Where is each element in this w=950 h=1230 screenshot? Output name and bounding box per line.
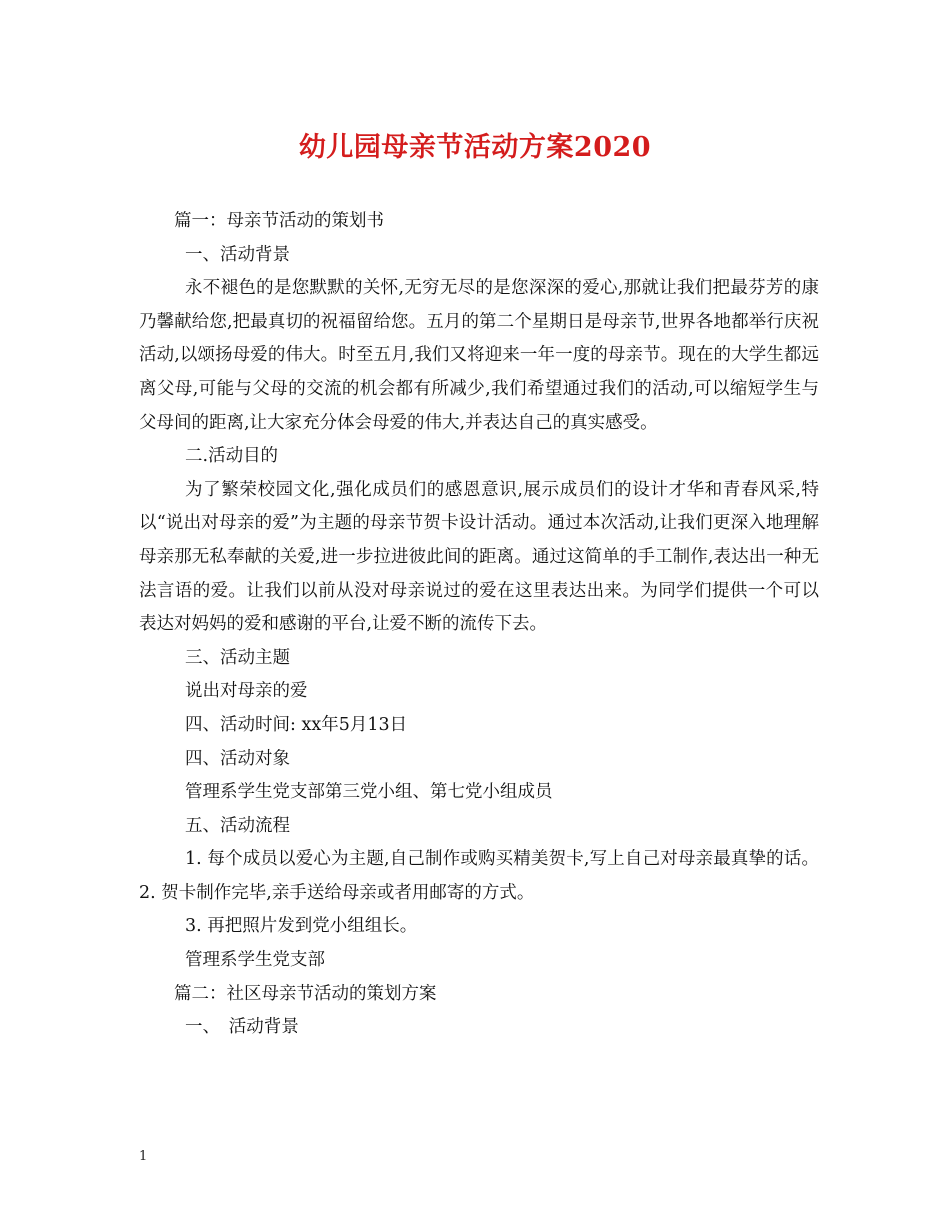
document-body xyxy=(139,205,819,1045)
document-paragraph: 永不褪色的是您默默的关怀,无穷无尽的是您深深的爱心,那就让我们把最芬芳的康乃馨献给您,把最真切的祝福留给您。五月的第二个星期日是母亲节,世界各地都举行庆祝活动,以颂扬母爱的伟大。时至五月,我们又将迎来一年一度的母亲节。现在的大学生都远离父母,可能与父母的交流的机会都有所减少,我们希望通过我们的活动,可以缩短学生与父母间的距离,让大家充分体会母爱的伟大,并表达自己的真实感受。 xyxy=(139,278,819,433)
document-paragraph: 四、活动时间: xx年5月13日 xyxy=(185,714,408,735)
document-paragraph: 一、 活动背景 xyxy=(185,1017,299,1038)
document-paragraph: 说出对母亲的爱 xyxy=(185,681,308,702)
document-paragraph: 1. 每个成员以爱心为主题,自己制作或购买精美贺卡,写上自己对母亲最真挚的话。 2. 贺卡制作完毕,亲手送给母亲或者用邮寄的方式。 xyxy=(139,849,819,903)
document-paragraph: 管理系学生党支部第三党小组、第七党小组成员 xyxy=(185,782,553,803)
document-paragraph: 3. 再把照片发到党小组组长。 xyxy=(185,916,418,937)
document-title: 幼儿园母亲节活动方案2020 xyxy=(298,132,652,163)
document-paragraph: 为了繁荣校园文化,强化成员们的感恩意识,展示成员们的设计才华和青春风采,特以“说出对母亲的爱”为主题的母亲节贺卡设计活动。通过本次活动,让我们更深入地理解母亲那无私奉献的关爱,进一步拉进彼此间的距离。通过这简单的手工制作,表达出一种无法言语的爱。让我们以前从没对母亲说过的爱在这里表达出来。为同学们提供一个可以表达对妈妈的爱和感谢的平台,让爱不断的流传下去。 xyxy=(139,479,819,635)
document-paragraph: 篇二：社区母亲节活动的策划方案 xyxy=(174,983,437,1004)
document-paragraph: 管理系学生党支部 xyxy=(185,950,325,971)
document-paragraph: 三、活动主题 xyxy=(185,647,290,668)
document-paragraph: 一、活动背景 xyxy=(185,244,290,265)
document-paragraph: 二.活动目的 xyxy=(185,446,279,467)
document-paragraph: 四、活动对象 xyxy=(185,748,290,769)
page-number: 1 xyxy=(139,1149,148,1164)
document-paragraph: 五、活动流程 xyxy=(185,815,290,836)
document-paragraph: 篇一：母亲节活动的策划书 xyxy=(174,211,384,231)
